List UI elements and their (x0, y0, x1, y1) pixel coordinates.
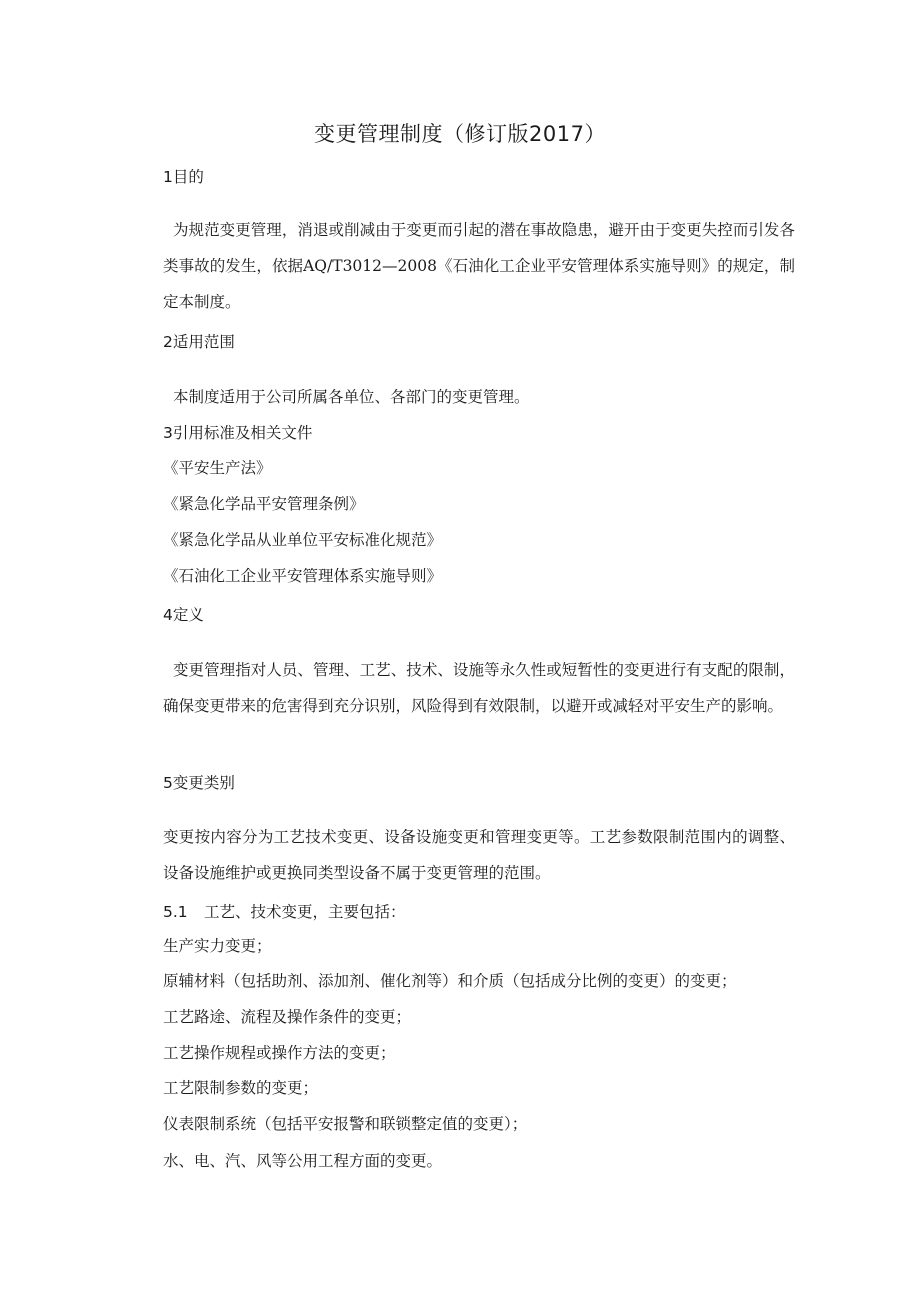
reference-item: 《石油化工企业平安管理体系实施导则》 (163, 567, 443, 585)
list-item: 原辅材料（包括助剂、添加剂、催化剂等）和介质（包括成分比例的变更）的变更； (163, 972, 737, 990)
section-5-heading: 5变更类别 (163, 774, 235, 792)
list-item: 仪表限制系统（包括平安报警和联锁整定值的变更）； (163, 1115, 528, 1133)
section-1-text: 为规范变更管理，消退或削减由于变更而引起的潜在事故隐患，避开由于变更失控而引发各类事故的发生，依据AQ/T3012—2008《石油化工企业平安管理体系实施导则》的规定，制定本制度。 (163, 221, 795, 311)
section-5-1-heading: 工艺、技术变更，主要包括： (204, 903, 406, 921)
list-item: 工艺路途、流程及操作条件的变更； (163, 1008, 412, 1026)
list-item: 水、电、汽、风等公用工程方面的变更。 (163, 1152, 443, 1170)
list-item: 工艺限制参数的变更； (163, 1079, 319, 1097)
list-item: 生产实力变更； (163, 937, 272, 955)
section-3-heading: 3引用标准及相关文件 (163, 424, 313, 442)
reference-item: 《平安生产法》 (163, 459, 272, 477)
section-5-1-number: 5.1 (163, 903, 188, 921)
section-1-heading: 1目的 (163, 168, 204, 186)
reference-item: 《紧急化学品从业单位平安标准化规范》 (163, 531, 443, 549)
section-2-heading: 2适用范围 (163, 333, 235, 351)
section-4-heading: 4定义 (163, 606, 204, 624)
section-2-text: 本制度适用于公司所属各单位、各部门的变更管理。 (173, 388, 530, 406)
reference-item: 《紧急化学品平安管理条例》 (163, 495, 365, 513)
section-4-text: 变更管理指对人员、管理、工艺、技术、设施等永久性或短暂性的变更进行有支配的限制，确保变更带来的危害得到充分识别，风险得到有效限制，以避开或减轻对平安生产的影响。 (163, 661, 795, 715)
section-5-text: 变更按内容分为工艺技术变更、设备设施变更和管理变更等。工艺参数限制范围内的调整、设备设施维护或更换同类型设备不属于变更管理的范围。 (163, 828, 795, 882)
list-item: 工艺操作规程或操作方法的变更； (163, 1044, 396, 1062)
document-title: 变更管理制度（修订版2017） (314, 122, 606, 146)
